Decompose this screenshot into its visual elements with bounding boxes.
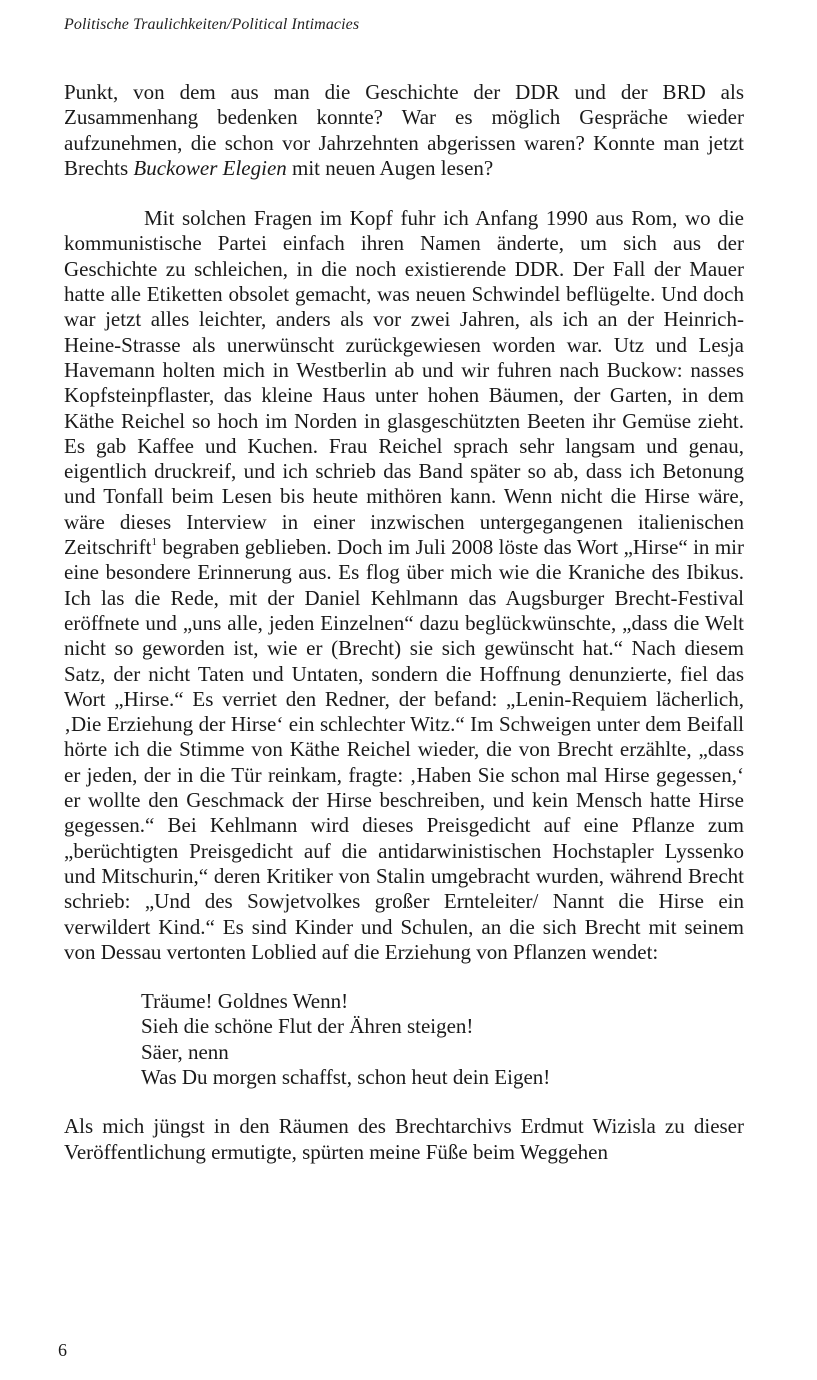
body-text [64, 80, 744, 1165]
footnote-marker: 1 [151, 536, 157, 549]
paragraph-1-text: Punkt, von dem aus man die Geschichte der DDR und der BRD als Zusammenhang bedenken konnte? War es möglich Gespräche wieder aufzunehmen, die schon vor Jahrzehnten abgerissen waren? Konnte man jetzt Brechts [64, 80, 744, 180]
verse-line: Sieh die schöne Flut der Ähren steigen! [141, 1014, 474, 1039]
running-header: Politische Traulichkeiten/Political Intimacies [64, 16, 360, 33]
verse-line: Was Du morgen schaffst, schon heut dein Eigen! [141, 1064, 551, 1089]
page-number: 6 [58, 1340, 67, 1360]
verse-line: Träume! Goldnes Wenn! [141, 989, 349, 1014]
paragraph-1 [64, 80, 744, 181]
verse-quote [141, 989, 744, 1090]
verse-line: Säer, nenn [141, 1039, 229, 1064]
paragraph-2 [64, 206, 744, 965]
book-title-italic: Buckower Elegien [133, 155, 287, 180]
paragraph-3: Als mich jüngst in den Räumen des Brechtarchivs Erdmut Wizisla zu dieser Veröffentlichung ermutigte, spürten meine Füße beim Weggehen [64, 1114, 744, 1164]
paragraph-2-text: Mit solchen Fragen im Kopf fuhr ich Anfang 1990 aus Rom, wo die kommunistische Partei einfach ihren Namen änderte, um sich aus der Geschichte zu schleichen, in die noch existierende DDR. Der Fall der Mauer hatte alle Etiketten obsolet gemacht, was neuen Schwindel beflügelte. Und doch war jetzt alles leichter, anders als vor zwei Jahren, als ich an der Heinrich-Heine-Strasse als unerwünscht zurückgewiesen worden war. Utz und Lesja Havemann holten mich in Westberlin ab und wir fuhren nach Buckow: nasses Kopfsteinpflaster, das kleine Haus unter hohen Bäumen, der Garten, in dem Käthe Reichel so hoch im Norden in glasgeschützten Beeten ihr Gemüse zieht. Es gab Kaffee und Kuchen. Frau Reichel sprach sehr langsam und genau, eigentlich druckreif, und ich schrieb das Band später so ab, dass ich Betonung und Tonfall beim Lesen bis heute mithören kann. Wenn nicht die Hirse wäre, wäre dieses Interview in einer inzwischen untergegangenen italienischen Zeitschrift [64, 206, 744, 560]
paragraph-1-text-end: mit neuen Augen lesen? [286, 155, 494, 180]
paragraph-2-text-end: begraben geblieben. Doch im Juli 2008 löste das Wort „Hirse“ in mir eine besondere Erinnerung aus. Es flog über mich wie die Kraniche des Ibikus. Ich las die Rede, mit der Daniel Kehlmann das Augsburger Brecht-Festival eröffnete und „uns alle, jeden Einzelnen“ dazu beglückwünschte, „dass die Welt nicht so geworden ist, wie er (Brecht) sie sich gewünscht hat.“ Nach diesem Satz, der nicht Taten und Untaten, sondern die Hoffnung denunzierte, fiel das Wort „Hirse.“ Es verriet den Redner, der befand: „Lenin-Requiem lächerlich, ‚Die Erziehung der Hirse‘ ein schlechter Witz.“ Im Schweigen unter dem Beifall hörte ich die Stimme von Käthe Reichel wieder, die von Brecht erzählte, „dass er jeden, der in die Tür reinkam, fragte: ‚Haben Sie schon mal Hirse gegessen,‘ er wollte den Geschmack der Hirse beschreiben, und kein Mensch hatte Hirse gegessen.“ Bei Kehlmann wird dieses Preisgedicht auf eine Pflanze zum „berüchtigten Preisgedicht auf die antidarwinistischen Hochstapler Lyssenko und Mitschurin,“ deren Kritiker von Stalin umgebracht wurden, während Brecht schrieb: „Und des Sowjetvolkes großer Ernteleiter/ Nannt die Hirse ein verwildert Kind.“ Es sind Kinder und Schulen, an die sich Brecht mit seinem von Dessau vertonten Loblied auf die Erziehung von Pflanzen wendet: [64, 535, 744, 964]
